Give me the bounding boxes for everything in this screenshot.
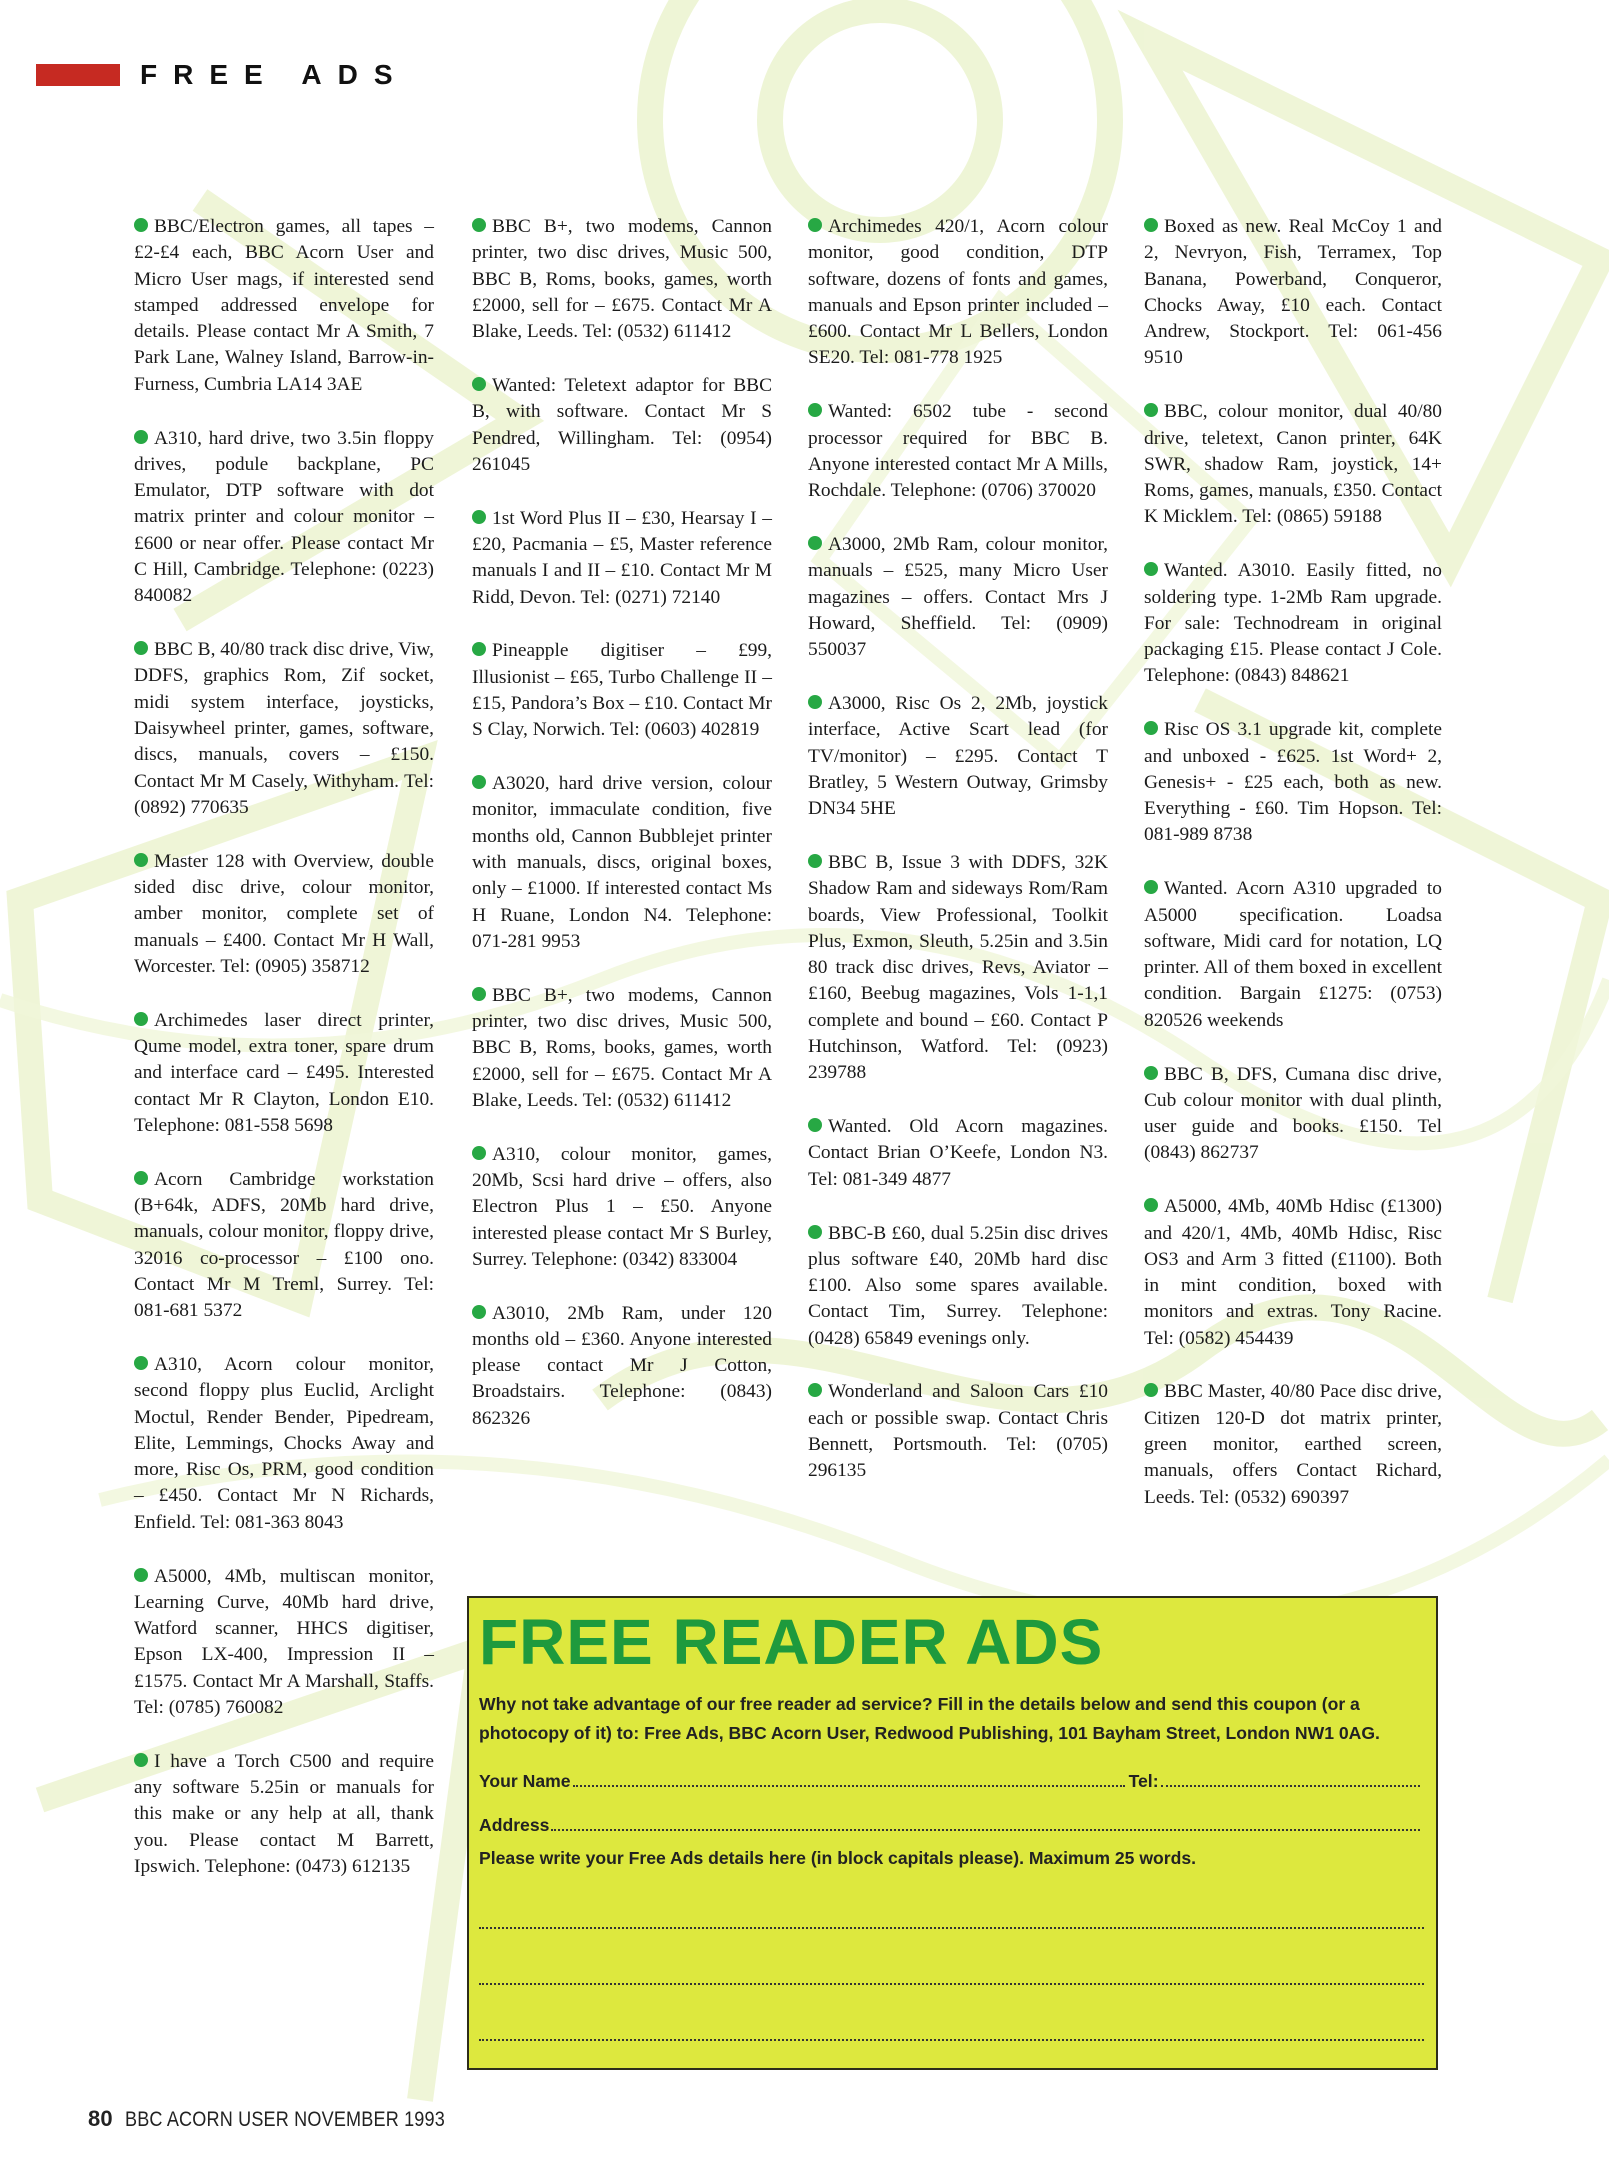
- bullet-icon: [808, 854, 822, 868]
- ad-item: Wanted: Teletext adaptor for BBC B, with software. Contact Mr S Pendred, Willingham. Tel: (0954) 261045: [472, 374, 772, 475]
- name-tel-row: [479, 1768, 1424, 1792]
- ad-item: A3010, 2Mb Ram, under 120 months old – £360. Anyone interested please contact Mr J Cotton, Broadstairs. Telephone: (0843) 862326: [472, 1302, 772, 1429]
- bullet-icon: [1144, 721, 1158, 735]
- bullet-icon: [472, 775, 486, 789]
- coupon-title: FREE READER ADS: [479, 1606, 1104, 1678]
- column-3: [808, 214, 1108, 1512]
- ad-item: A310, colour monitor, games, 20Mb, Scsi hard drive – offers, also Electron Plus 1 – £50. Anyone interested please contact Mr S Burley, Surrey. Telephone: (0342) 833004: [472, 1143, 772, 1270]
- bullet-icon: [472, 987, 486, 1001]
- ad-item: A5000, 4Mb, multiscan monitor, Learning Curve, 40Mb hard drive, Watford scanner, HHCS digitiser, Epson LX-400, Impression II – £1575. Contact Mr A Marshall, Staffs. Tel: (0785) 760082: [134, 1565, 434, 1719]
- ad-item: A5000, 4Mb, 40Mb Hdisc (£1300) and 420/1, 4Mb, 40Mb Hdisc, Risc OS3 and Arm 3 fitted (£1100). Both in mint condition, boxed with monitors and extras. Tony Racine. Tel: (0582) 454439: [1144, 1196, 1442, 1349]
- ad-item: BBC B+, two modems, Cannon printer, two disc drives, Music 500, BBC B, Roms, books, games, worth £2000, sell for – £675. Contact Mr A Blake, Leeds. Tel: (0532) 611412: [472, 984, 772, 1111]
- ad-item: Boxed as new. Real McCoy 1 and 2, Nevryon, Fish, Terramex, Top Banana, Powerband, Conqueror, Chocks Away, £10 each. Contact Andrew, Stockport. Tel: 061-456 9510: [1144, 216, 1442, 369]
- page-footer: [88, 2106, 497, 2132]
- bullet-icon: [808, 1118, 822, 1132]
- bullet-icon: [1144, 1198, 1158, 1212]
- bullet-icon: [134, 218, 148, 232]
- details-instructions: Please write your Free Ads details here (in block capitals please). Maximum 25 words.: [479, 1848, 1197, 1868]
- bullet-icon: [134, 641, 148, 655]
- section-title: FREE ADS: [140, 59, 409, 90]
- bullet-icon: [1144, 218, 1158, 232]
- ad-item: BBC/Electron games, all tapes – £2-£4 each, BBC Acorn User and Micro User mags, if interested send stamped addressed envelope for details. Please contact Mr A Smith, 7 Park Lane, Walney Island, Barrow-in-Furness, Cumbria LA14 3AE: [134, 216, 434, 395]
- bullet-icon: [1144, 403, 1158, 417]
- tel-label: Tel:: [1128, 1771, 1159, 1791]
- ad-item: Wonderland and Saloon Cars £10 each or possible swap. Contact Chris Bennett, Portsmouth. Tel: (0705) 296135: [808, 1381, 1108, 1482]
- ad-item: Acorn Cambridge workstation (B+64k, ADFS, 20Mb hard drive, manuals, colour monitor, floppy drive, 32016 co-processor – £100 ono. Contact Mr M Treml, Surrey. Tel: 081-681 5372: [134, 1168, 434, 1322]
- details-line-1[interactable]: [479, 1926, 1424, 1929]
- name-label: Your Name: [479, 1771, 571, 1791]
- bullet-icon: [808, 536, 822, 550]
- ad-item: Pineapple digitiser – £99, Illusionist – £65, Turbo Challenge II – £15, Pandora’s Box – £10. Contact Mr S Clay, Norwich. Tel: (0603) 402819: [472, 640, 772, 741]
- ad-item: A310, Acorn colour monitor, second floppy plus Euclid, Arclight Moctul, Render Bender, Pipedream, Elite, Lemmings, Chocks Away and more, Risc Os, PRM, good condition – £450. Contact Mr N Richards, Enfield. Tel: 081-363 8043: [134, 1353, 434, 1533]
- address-label: Address: [479, 1815, 550, 1835]
- details-line-2[interactable]: [479, 1982, 1424, 1985]
- bullet-icon: [472, 218, 486, 232]
- ad-item: 1st Word Plus II – £30, Hearsay I – £20, Pacmania – £5, Master reference manuals I and II – £10. Contact Mr M Ridd, Devon. Tel: (0271) 72140: [472, 507, 772, 608]
- ad-item: BBC B, Issue 3 with DDFS, 32K Shadow Ram and sideways Rom/Ram boards, View Professional, Toolkit Plus, Exmon, Sleuth, 5.25in and 3.5in 80 track disc drives, Revs, Aviator – £160, Beebug magazines, Vols 1-1,1 complete and bound – £60. Contact P Hutchinson, Watford. Tel: (0923) 239788: [808, 851, 1108, 1084]
- ad-item: A3000, Risc Os 2, 2Mb, joystick interface, Active Scart lead (for TV/monitor) – £295. Contact T Bratley, 5 Western Outway, Grimsby DN34 5HE: [808, 692, 1108, 820]
- bullet-icon: [134, 1568, 148, 1582]
- publication-line: BBC ACORN USER NOVEMBER 1993: [124, 2108, 445, 2131]
- tel-field[interactable]: [1161, 1784, 1420, 1787]
- address-row: [479, 1812, 1424, 1836]
- ad-item: BBC-B £60, dual 5.25in disc drives plus software £40, 20Mb hard disc £100. Also some spares available. Contact Tim, Surrey. Telephone: (0428) 65849 evenings only.: [808, 1222, 1108, 1349]
- bullet-icon: [808, 1225, 822, 1239]
- name-field[interactable]: [573, 1784, 1125, 1787]
- ad-item: A3000, 2Mb Ram, colour monitor, manuals – £525, many Micro User magazines – offers. Contact Mrs J Howard, Sheffield. Tel: (0909) 550037: [808, 533, 1108, 661]
- bullet-icon: [808, 695, 822, 709]
- ad-item: Wanted. Acorn A310 upgraded to A5000 specification. Loadsa software, Midi card for notation, LQ printer. All of them boxed in excellent condition. Bargain £1275: (0753) 820526 weekends: [1144, 878, 1442, 1031]
- ad-item: BBC B+, two modems, Cannon printer, two disc drives, Music 500, BBC B, Roms, books, games, worth £2000, sell for – £675. Contact Mr A Blake, Leeds. Tel: (0532) 611412: [472, 216, 772, 343]
- ad-item: Wanted. A3010. Easily fitted, no soldering type. 1-2Mb Ram upgrade. For sale: Technodream in original packaging £15. Please contact J Cole. Telephone: (0843) 848621: [1144, 560, 1442, 687]
- ad-item: Archimedes 420/1, Acorn colour monitor, good condition, DTP software, dozens of fonts and games, manuals and Epson printer included – £600. Contact Mr L Bellers, London SE20. Tel: 081-778 1925: [808, 216, 1108, 369]
- column-4: [1144, 214, 1442, 1538]
- bullet-icon: [472, 1146, 486, 1160]
- bullet-icon: [134, 1171, 148, 1185]
- bullet-icon: [134, 1356, 148, 1370]
- bullet-icon: [1144, 1383, 1158, 1397]
- bullet-icon: [134, 1012, 148, 1026]
- bullet-icon: [134, 1753, 148, 1767]
- ad-item: BBC Master, 40/80 Pace disc drive, Citizen 120-D dot matrix printer, green monitor, earthed screen, manuals, offers Contact Richard, Leeds. Tel: (0532) 690397: [1144, 1381, 1442, 1508]
- page-number: 80: [88, 2106, 113, 2131]
- ad-item: I have a Torch C500 and require any software 5.25in or manuals for this make or any help at all, thank you. Please contact M Barrett, Ipswich. Telephone: (0473) 612135: [134, 1750, 434, 1878]
- ad-item: A3020, hard drive version, colour monitor, immaculate condition, five months old, Cannon Bubblejet printer with manuals, discs, original boxes, only – £1000. If interested contact Ms H Ruane, London N4. Telephone: 071-281 9953: [472, 773, 772, 952]
- column-1: [134, 214, 434, 1908]
- bullet-icon: [808, 403, 822, 417]
- bullet-icon: [1144, 1066, 1158, 1080]
- ad-item: A310, hard drive, two 3.5in floppy drives, podule backplane, PC Emulator, DTP software with dot matrix printer and colour monitor – £600 or near offer. Please contact Mr C Hill, Cambridge. Telephone: (0223) 840082: [134, 427, 434, 607]
- bullet-icon: [472, 510, 486, 524]
- bullet-icon: [134, 430, 148, 444]
- details-line-3[interactable]: [479, 2038, 1424, 2041]
- bullet-icon: [1144, 562, 1158, 576]
- bullet-icon: [808, 218, 822, 232]
- bullet-icon: [472, 377, 486, 391]
- ad-item: Master 128 with Overview, double sided disc drive, colour monitor, amber monitor, complete set of manuals – £400. Contact Mr H Wall, Worcester. Tel: (0905) 358712: [134, 850, 434, 977]
- coupon-intro: Why not take advantage of our free reader ad service? Fill in the details below and send this coupon (or a photocopy of it) to: Free Ads, BBC Acorn User, Redwood Publishing, 101 Bayham Street, London NW1 0AG.: [479, 1694, 1380, 1743]
- bullet-icon: [1144, 880, 1158, 894]
- bullet-icon: [808, 1383, 822, 1397]
- bullet-icon: [472, 642, 486, 656]
- reader-ads-coupon: [467, 1596, 1438, 2070]
- ad-item: BBC B, 40/80 track disc drive, Viw, DDFS, graphics Rom, Zif socket, midi system interface, joysticks, Daisywheel printer, games, software, discs, manuals, covers – £150. Contact Mr M Casely, Withyham. Tel: (0892) 770635: [134, 639, 434, 818]
- bullet-icon: [472, 1305, 486, 1319]
- column-2: [472, 214, 772, 1460]
- address-field[interactable]: [551, 1828, 1420, 1831]
- ad-item: BBC B, DFS, Cumana disc drive, Cub colour monitor with dual plinth, user guide and books. £150. Tel (0843) 862737: [1144, 1063, 1442, 1164]
- ad-item: Risc OS 3.1 upgrade kit, complete and unboxed - £625. 1st Word+ 2, Genesis+ - £25 each, both as new. Everything - £60. Tim Hopson. Tel: 081-989 8738: [1144, 719, 1442, 846]
- ad-item: BBC, colour monitor, dual 40/80 drive, teletext, Canon printer, 64K SWR, shadow Ram, joystick, 14+ Roms, games, manuals, £350. Contact K Micklem. Tel: (0865) 59188: [1144, 401, 1442, 528]
- ad-item: Archimedes laser direct printer, Qume model, extra toner, spare drum and interface card – £495. Interested contact Mr R Clayton, London E10. Telephone: 081-558 5698: [134, 1009, 434, 1136]
- ad-item: Wanted. Old Acorn magazines. Contact Brian O’Keefe, London N3. Tel: 081-349 4877: [808, 1116, 1108, 1190]
- ad-item: Wanted: 6502 tube - second processor required for BBC B. Anyone interested contact Mr A Mills, Rochdale. Telephone: (0706) 370020: [808, 401, 1108, 502]
- bullet-icon: [134, 853, 148, 867]
